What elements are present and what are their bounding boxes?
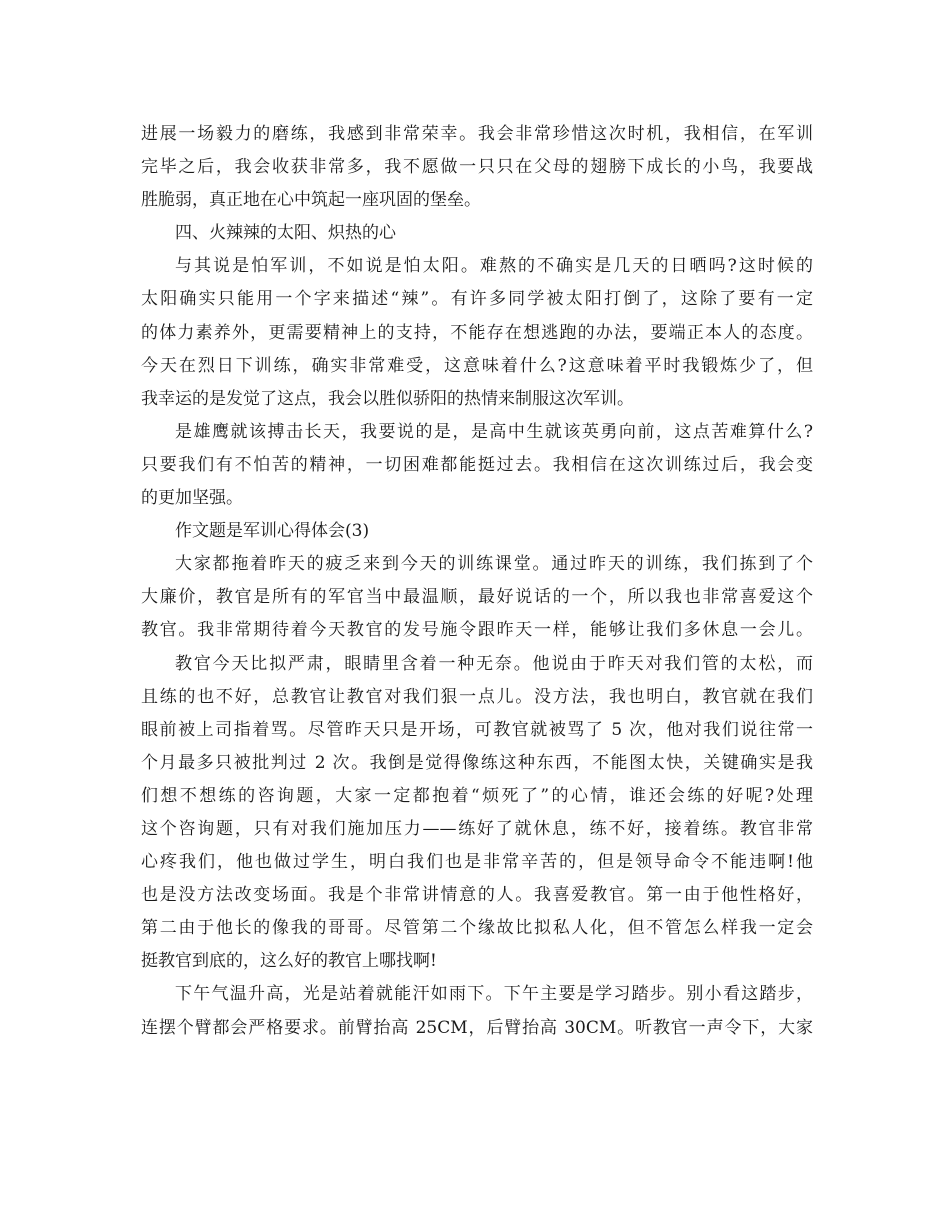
text-line: 连摆个臂都会严格要求。前臂抬高 25CM，后臂抬高 30CM。听教官一声令下，大家 [141,1017,813,1038]
text-line: 且练的也不好，总教官让教官对我们狠一点儿。没方法，我也明白，教官就在我们 [141,686,813,707]
text-line: 进展一场毅力的磨练，我感到非常荣幸。我会非常珍惜这次时机，我相信，在军训 [141,124,813,144]
text-line: 与其说是怕军训，不如说是怕太阳。难熬的不确实是几天的日晒吗?这时候的 [175,256,813,277]
text-line: 教官今天比拟严肃，眼睛里含着一种无奈。他说由于昨天对我们管的太松，而 [175,653,813,674]
text-line: 是雄鹰就该搏击长天，我要说的是，是高中生就该英勇向前，这点苦难算什么? [175,421,813,442]
text-line: 太阳确实只能用一个字来描述“辣”。有许多同学被太阳打倒了，这除了要有一定 [141,289,813,310]
text-line: 这个咨询题，只有对我们施加压力——练好了就休息，练不好，接着练。教官非常 [141,818,813,839]
text-line: 我幸运的是发觉了这点，我会以胜似骄阳的热情来制服这次军训。 [141,388,634,409]
text-line: 只要我们有不怕苦的精神，一切困难都能挺过去。我相信在这次训练过后，我会变 [141,454,813,475]
document-body [141,118,813,1045]
text-line: 大廉价，教官是所有的军官当中最温顺，最好说话的一个，所以我也非常喜爱这个 [141,587,813,608]
text-line: 第二由于他长的像我的哥哥。尽管第二个缘故比拟私人化，但不管怎么样我一定会 [141,918,813,939]
text-line: 的更加坚强。 [141,488,243,509]
text-line: 下午气温升高，光是站着就能汗如雨下。下午主要是学习踏步。别小看这踏步， [175,984,813,1005]
text-line: 们想不想练的咨询题，大家一定都抱着“烦死了”的心情，谁还会练的好呢?处理 [141,785,813,806]
text-line: 今天在烈日下训练，确实非常难受，这意味着什么?这意味着平时我锻炼少了，但 [141,355,813,376]
text-line: 完毕之后，我会收获非常多，我不愿做一只只在父母的翅膀下成长的小鸟，我要战 [141,157,813,178]
text-line: 的体力素养外，更需要精神上的支持，不能存在想逃跑的办法，要端正本人的态度。 [141,322,813,343]
text-line: 挺教官到底的，这么好的教官上哪找啊! [141,951,437,972]
text-line: 作文题是军训心得体会(3) [175,521,370,542]
text-line: 胜脆弱，真正地在心中筑起一座巩固的堡垒。 [141,190,481,211]
text-line: 教官。我非常期待着今天教官的发号施令跟昨天一样，能够让我们多休息一会儿。 [141,620,813,641]
text-line: 眼前被上司指着骂。尽管昨天只是开场，可教官就被骂了 5 次，他对我们说往常一 [141,719,813,740]
text-line: 也是没方法改变场面。我是个非常讲情意的人。我喜爱教官。第一由于他性格好， [141,885,813,906]
text-line: 四、火辣辣的太阳、炽热的心 [175,223,396,244]
text-line: 个月最多只被批判过 2 次。我倒是觉得像练这种东西，不能图太快，关键确实是我 [141,752,813,773]
text-line: 大家都拖着昨天的疲乏来到今天的训练课堂。通过昨天的训练，我们拣到了个 [175,554,813,575]
text-line: 心疼我们，他也做过学生，明白我们也是非常辛苦的，但是领导命令不能违啊!他 [141,852,813,873]
